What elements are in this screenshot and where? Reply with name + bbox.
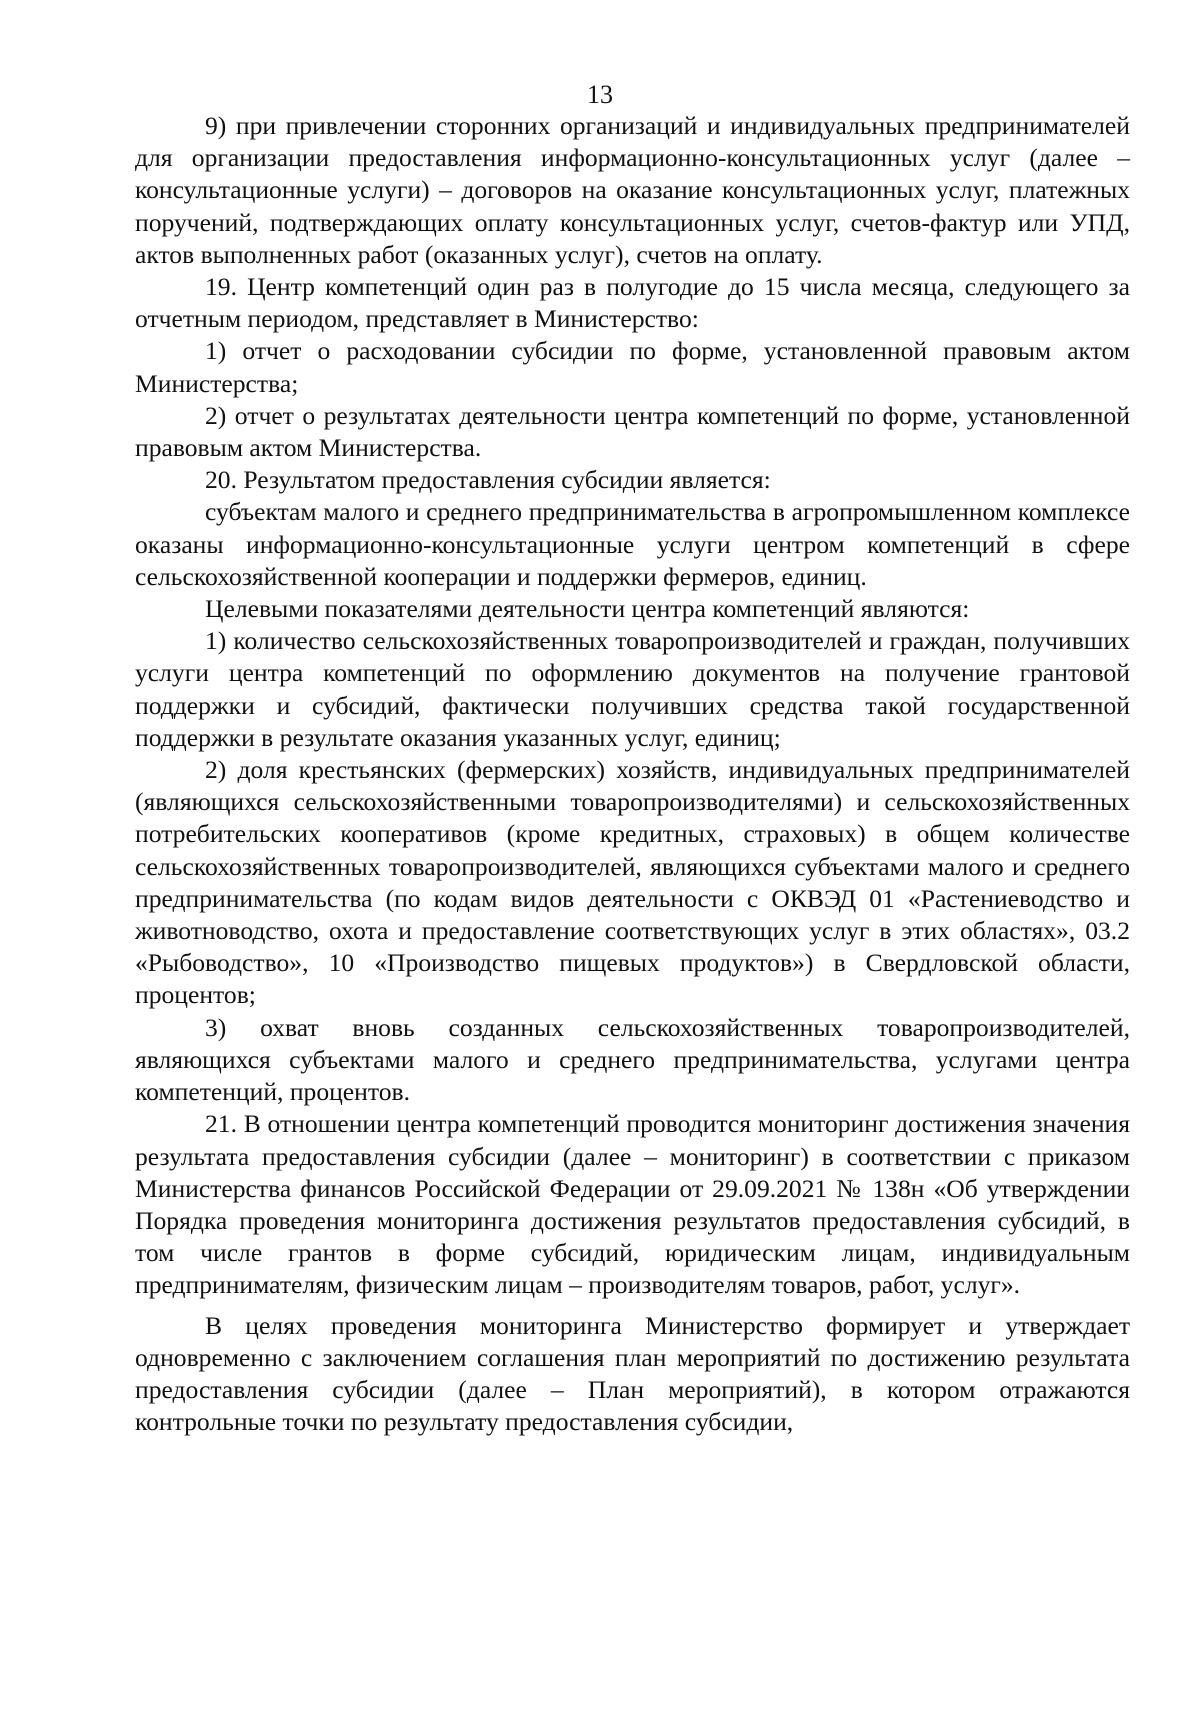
paragraph-20: 20. Результатом предоставления субсидии является: <box>205 465 771 495</box>
document-body <box>135 110 1130 1438</box>
paragraph-19-item-1: 1) отчет о расходовании субсидии по форме, установленной правовым актом Министерства; <box>135 336 1130 398</box>
paragraph-monitoring-plan: В целях проведения мониторинга Министерство формирует и утверждает одновременно с заключением соглашения план мероприятий по достижению результата предоставления субсидии (далее – План мероприятий), в котором отражаются контрольные точки по результату предоставления субсидии, <box>135 1310 1130 1437</box>
paragraph-21: 21. В отношении центра компетенций проводится мониторинг достижения значения результата предоставления субсидии (далее – мониторинг) в соответствии с приказом Министерства финансов Российской Федерации от 29.09.2021 № 138н «Об утверждении Порядка проведения мониторинга достижения результатов предоставления субсидий, в том числе грантов в форме субсидий, юридическим лицам, индивидуальным предпринимателям, физическим лицам – производителям товаров, работ, услуг». <box>135 1109 1130 1300</box>
paragraph-target-indicators: Целевыми показателями деятельности центра компетенций являются: <box>205 594 970 624</box>
paragraph-indicator-1: 1) количество сельскохозяйственных товаропроизводителей и граждан, получивших услуги центра компетенций по оформлению документов на получение грантовой поддержки и субсидий, фактически получивших средства такой государственной поддержки в результате оказания указанных услуг, единиц; <box>135 626 1130 752</box>
paragraph-19-item-2: 2) отчет о результатах деятельности центра компетенций по форме, установленной правовым актом Министерства. <box>135 400 1130 463</box>
page-number: 13 <box>587 80 613 109</box>
paragraph-item-9: 9) при привлечении сторонних организаций и индивидуальных предпринимателей для организации предоставления информационно-консультационных услуг (далее – консультационные услуги) – договоров на оказание консультационных услуг, платежных поручений, подтверждающих оплату консультационных услуг, счетов-фактур или УПД, актов выполненных работ (оказанных услуг), счетов на оплату. <box>135 111 1130 269</box>
paragraph-19: 19. Центр компетенций один раз в полугодие до 15 числа месяца, следующего за отчетным периодом, представляет в Министерство: <box>135 272 1130 334</box>
paragraph-indicator-3: 3) охват вновь созданных сельскохозяйственных товаропроизводителей, являющихся субъектами малого и среднего предпринимательства, услугами центра компетенций, процентов. <box>135 1012 1130 1107</box>
paragraph-20-result: субъектам малого и среднего предпринимательства в агропромышленном комплексе оказаны информационно-консультационные услуги центром компетенций в сфере сельскохозяйственной кооперации и поддержки фермеров, единиц. <box>135 497 1130 591</box>
paragraph-indicator-2: 2) доля крестьянских (фермерских) хозяйств, индивидуальных предпринимателей (являющихся сельскохозяйственными товаропроизводителями) и сельскохозяйственных потребительских кооперативов (кроме кредитных, страховых) в общем количестве сельскохозяйственных товаропроизводителей, являющихся субъектами малого и среднего предпринимательства (по кодам видов деятельности с ОКВЭД 01 «Растениеводство и животноводство, охота и предоставление соответствующих услуг в этих областях», 03.2 «Рыбоводство», 10 «Производство пищевых продуктов») в Свердловской области, процентов; <box>135 755 1130 1010</box>
